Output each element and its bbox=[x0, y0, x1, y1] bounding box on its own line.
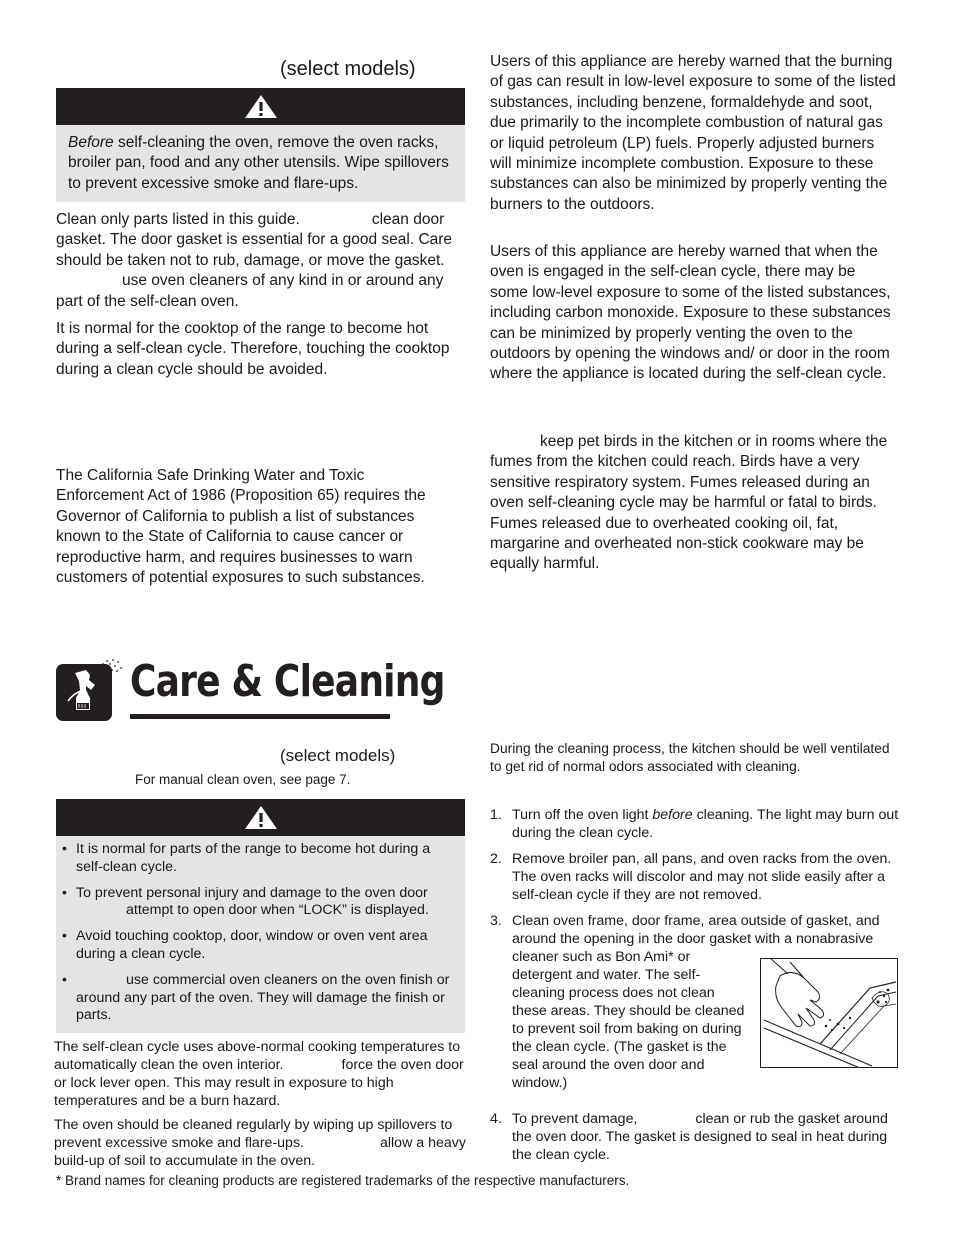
warning-box-bottom bbox=[56, 836, 465, 1033]
self-clean-heading: (select models) bbox=[280, 746, 396, 765]
list-item: 3. Clean oven frame, door frame, area outside of gasket, and around the opening in the door gasket with a nonabrasive cleaner such as Bon Ami* or detergent and water. The self-cleaning process does not clean these areas. They should be cleaned to prevent soil from baking on during the clean cycle. (The gasket is the seal around the oven door and window.) bbox=[490, 913, 880, 1091]
ventilation-paragraph: During the cleaning process, the kitchen should be well ventilated to get rid of normal odors associated with cleaning. bbox=[490, 741, 890, 774]
pet-birds-paragraph: keep pet birds in the kitchen or in rooms where the fumes from the kitchen could reach. Birds have a very sensitive respiratory system. Fumes released during an oven self-cleaning cycle may be harmful or fatal to birds. Fumes released due to overheated cooking oil, fat, margarine and overheated non-stick cookware may be equally harmful. bbox=[490, 433, 888, 573]
gas-exposure-paragraph: Users of this appliance are hereby warned that the burning of gas can result in low-level exposure to some of the listed substances, including benzene, formaldehyde and soot, due primarily to the incomplete combustion of natural gas or liquid petroleum (LP) fuels. Properly adjusted burners will minimize incomplete combustion. Exposure to these substances can also be minimized by properly venting the burners to the outdoors. bbox=[490, 53, 896, 213]
warning-text-top: Before self-cleaning the oven, remove the oven racks, broiler pan, food and any other utensils. Wipe spillovers to prevent excessive smoke and flare-ups. bbox=[68, 134, 449, 192]
list-item: 4. To prevent damage, clean or rub the gasket around the oven door. The gasket is designed to seal in heat during the clean cycle. bbox=[490, 1111, 888, 1163]
self-clean-cycle-paragraph: The self-clean cycle uses above-normal cooking temperatures to automatically clean the oven interior. force the oven door or lock lever open. This may result in exposure to high temperatures and be a burn hazard. bbox=[54, 1039, 464, 1109]
proposition-65-paragraph: The California Safe Drinking Water and Toxic Enforcement Act of 1986 (Proposition 65) requires the Governor of California to publish a list of substances known to the State of California to cause cancer or reproductive harm, and requires businesses to warn customers of potential exposures to such substances. bbox=[56, 467, 426, 587]
warning-triangle-icon bbox=[244, 805, 278, 830]
clean-parts-paragraph: Clean only parts listed in this guide. clean door gasket. The door gasket is essential for a good seal. Care should be taken not to rub, damage, or move the gasket.use oven cleaners of any kind in or around any part of the self-clean oven. bbox=[56, 211, 453, 310]
warning-triangle-icon bbox=[244, 94, 278, 119]
warning-bullet-list bbox=[56, 841, 454, 1033]
cooktop-hot-paragraph: It is normal for the cooktop of the range to become hot during a self-clean cycle. Therefore, touching the cooktop during a clean cycle should be avoided. bbox=[56, 320, 450, 378]
list-item: • Avoid touching cooktop, door, window or oven vent area during a clean cycle. bbox=[56, 928, 454, 964]
brand-footnote: * Brand names for cleaning products are registered trademarks of the respective manufacturers. bbox=[56, 1173, 630, 1188]
top-section-heading: (select models) bbox=[280, 58, 416, 80]
gasket-cleaning-illustration bbox=[760, 958, 898, 1068]
spray-bottle-icon bbox=[55, 657, 125, 723]
manual-clean-note: For manual clean oven, see page 7. bbox=[135, 772, 351, 787]
list-item: • It is normal for parts of the range to become hot during a self-clean cycle. bbox=[56, 841, 454, 877]
step-3-continued: cleaner such as Bon Ami* or detergent and water. The self-cleaning process does not clean these areas. They should be cleaned to prevent soil from baking on during the clean cycle. (The gasket is the seal around the oven door and window.) bbox=[512, 949, 745, 1091]
warning-box-top bbox=[56, 125, 465, 202]
warning-bar-top bbox=[56, 88, 465, 125]
list-item: • use commercial oven cleaners on the oven finish or around any part of the oven. They will damage the finish or parts. bbox=[56, 972, 454, 1025]
list-item: • To prevent personal injury and damage to the oven door attempt to open door when “LOCK” is displayed. bbox=[56, 885, 454, 921]
section-title: Care & Cleaning bbox=[130, 656, 445, 707]
warning-bar-bottom bbox=[56, 799, 465, 836]
list-item: 2. Remove broiler pan, all pans, and oven racks from the oven. The oven racks will discolor and may not slide easily after a self-clean cycle if they are not removed. bbox=[490, 851, 892, 903]
list-item: 1. Turn off the oven light before cleaning. The light may burn out during the clean cycle. bbox=[490, 807, 899, 841]
self-clean-exposure-paragraph: Users of this appliance are hereby warned that when the oven is engaged in the self-clean cycle, there may be some low-level exposure to some of the listed substances, including carbon monoxide. Exposure to these substances can be minimized by properly venting the oven to the outdoors by opening the windows and/ or door in the room where the appliance is located during the self-clean cycle. bbox=[490, 243, 891, 383]
clean-regularly-paragraph: The oven should be cleaned regularly by wiping up spillovers to prevent excessive smoke and flare-ups. allow a heavy build-up of soil to accumulate in the oven. bbox=[54, 1117, 466, 1169]
section-title-underline bbox=[130, 714, 390, 719]
